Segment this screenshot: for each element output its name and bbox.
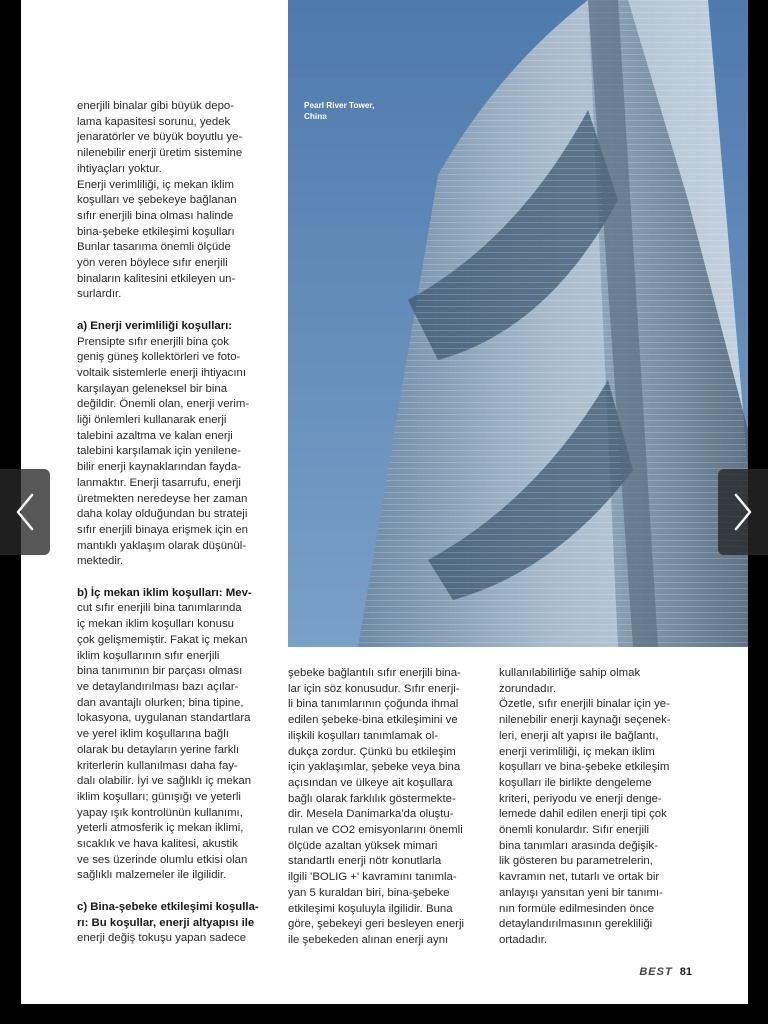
- page-number: 81: [679, 966, 692, 978]
- body-line: ilgili 'BOLIG +' kavramını tanımla-: [288, 871, 457, 884]
- caption-line: China: [304, 112, 327, 122]
- body-line: dir. Mesela Danimarka'da oluştu-: [288, 808, 454, 821]
- body-line: yeterli atmosferik iç mekan iklimi,: [77, 822, 244, 835]
- body-line: kriterlerin kullanılması daha fay-: [77, 759, 238, 772]
- body-line: binaların kalitesini etkileyen un-: [77, 272, 236, 285]
- body-line: açısından ve ülkeye ait koşullara: [288, 776, 453, 789]
- body-line: rulan ve CO2 emisyonlarını önemli: [288, 824, 463, 837]
- section-heading-c-cont: rı: Bu koşullar, enerji altyapısı ile: [77, 916, 255, 929]
- previous-page-button[interactable]: [0, 469, 50, 555]
- body-line: Bunlar tasarıma önemli ölçüde: [77, 241, 231, 254]
- body-line: jenaratörler ve büyük boyutlu ye-: [77, 131, 243, 144]
- body-line: enerji verimliliği, iç mekan iklim: [499, 745, 655, 758]
- body-line: Özetle, sıfır enerjili binalar için ye-: [499, 698, 670, 711]
- chevron-right-icon: [730, 491, 756, 533]
- body-line: sıfır enerjili binaya erişmek için en: [77, 523, 248, 536]
- paragraph-gap: [77, 303, 273, 319]
- body-line: yan 5 kuraldan biri, bina-şebeke: [288, 886, 450, 899]
- body-line: nın formüle edilmesinden önce: [499, 902, 655, 915]
- body-line: şebeke bağlantılı sıfır enerjili bina-: [288, 667, 461, 679]
- body-line: için yaklaşımlar, şebeke veya bina: [288, 761, 461, 774]
- chevron-left-icon: [12, 491, 38, 533]
- body-line: kavramın net, tutarlı ve ortak bir: [499, 871, 660, 884]
- body-line: ortadadır.: [499, 933, 548, 946]
- paragraph-gap: [77, 884, 273, 900]
- body-line: sıfır enerjili bina olması halinde: [77, 209, 234, 222]
- body-line: enerji değiş tokuşu yapan sadece: [77, 932, 247, 945]
- magazine-brand: BEST: [639, 966, 673, 978]
- section-heading-b: b) İç mekan iklim koşulları: Mev-: [77, 586, 252, 599]
- section-heading-a: a) Enerji verimliliği koşulları:: [77, 319, 233, 332]
- body-line: sıcaklık ve hava kalitesi, akustik: [77, 838, 238, 851]
- body-line: olarak bu detayların yerine farklı: [77, 743, 240, 756]
- caption-line: Pearl River Tower,: [304, 101, 375, 110]
- body-line: mektedir.: [77, 555, 124, 568]
- body-line: detaylandırılmasının gerekliliği: [499, 918, 653, 931]
- body-line: yön veren böylece sıfır enerjili: [77, 257, 228, 270]
- building-photo: [288, 0, 748, 647]
- body-line: ve detaylandırılması bazı açılar-: [77, 680, 239, 693]
- body-line: lama kapasitesi sorunu, yedek: [77, 115, 231, 128]
- magazine-page: [21, 0, 748, 1004]
- page-footer: [639, 966, 692, 978]
- body-line: karşılayan geleneksel bir bina: [77, 382, 228, 395]
- body-line: ihtiyaçları yoktur.: [77, 162, 162, 175]
- body-line: liği önlemleri kullanarak enerji: [77, 414, 227, 427]
- body-line: leri, enerji alt yapısı ile bağlantı,: [499, 729, 659, 742]
- pearl-river-tower-image: [288, 0, 748, 647]
- body-line: iklim koşulları; günışığı ve yeterli: [77, 790, 241, 803]
- body-line: koşulları ve bina-şebeke etkileşim: [499, 761, 670, 774]
- body-line: surlardır.: [77, 288, 122, 301]
- text-column-1: [77, 99, 273, 947]
- body-line: ve ses üzerinde olumlu etkisi olan: [77, 853, 248, 866]
- body-line: önemli konulardır. Sıfır enerjili: [499, 824, 650, 837]
- body-line: bina tanımının bir parçası olması: [77, 665, 243, 678]
- section-heading-c: c) Bina-şebeke etkileşimi koşulla-: [77, 900, 259, 913]
- body-line: lokasyona, uygulanan standartlara: [77, 712, 251, 725]
- body-line: cut sıfır enerjili bina tanımlarında: [77, 602, 242, 615]
- body-line: anlayışı yansıtan yeni bir tanımı-: [499, 886, 663, 899]
- body-line: li bina tanımlarının çoğunda ihmal: [288, 698, 459, 711]
- body-line: iç mekan iklim koşulları konusu: [77, 618, 234, 631]
- body-line: Prensipte sıfır enerjili bina çok: [77, 335, 229, 348]
- body-line: kullanılabilirliğe sahip olmak: [499, 667, 641, 679]
- body-line: lemede dahil edilen enerji tipi çok: [499, 808, 667, 821]
- body-line: daha kolay olduğundan bu strateji: [77, 508, 248, 521]
- body-line: üretmekten neredeyse her zaman: [77, 492, 248, 505]
- body-line: lar için söz konusudur. Sıfır enerji-: [288, 682, 460, 695]
- body-line: koşulları ve şebekeye bağlanan: [77, 194, 237, 207]
- body-line: dan avantajlı olurken; bina tipine,: [77, 696, 244, 709]
- body-line: ilişkili koşulları tanımlamak ol-: [288, 729, 439, 742]
- body-line: standartlı enerji nötr konutlarla: [288, 855, 442, 868]
- text-column-3: [499, 666, 699, 949]
- body-line: mantıklı yaklaşım olarak düşünül-: [77, 539, 247, 552]
- body-line: sağlıklı malzemeler ile ilgilidir.: [77, 869, 227, 882]
- body-line: nilenebilir enerji kaynağı seçenek-: [499, 714, 671, 727]
- body-line: talebini karşılamak için yenilene-: [77, 445, 241, 458]
- body-line: dukça zordur. Çünkü bu etkileşim: [288, 745, 456, 758]
- photo-caption: [304, 100, 374, 123]
- body-line: etkileşimi koşuluyla ilgilidir. Buna: [288, 902, 453, 915]
- body-line: değildir. Önemli olan, enerji verim-: [77, 398, 250, 411]
- body-line: bina-şebeke etkileşimi koşulları: [77, 225, 235, 238]
- body-line: geniş güneş kollektörleri ve foto-: [77, 351, 241, 364]
- body-line: kriteri, periyodu ve enerji denge-: [499, 792, 662, 805]
- body-line: dalı olabilir. İyi ve sağlıklı iç mekan: [77, 775, 252, 788]
- body-line: ve yerel iklim koşullarına bağlı: [77, 728, 229, 741]
- body-line: nilenebilir enerji üretim sistemine: [77, 147, 243, 160]
- body-line: bilir enerji kaynaklarından fayda-: [77, 461, 241, 474]
- body-line: zorundadır.: [499, 682, 556, 695]
- next-page-button[interactable]: [718, 469, 768, 555]
- body-line: enerjili binalar gibi büyük depo-: [77, 100, 235, 112]
- paragraph-gap: [77, 570, 273, 586]
- body-line: voltaik sistemlerle enerji ihtiyacını: [77, 366, 247, 379]
- body-line: koşulları ile birlikte dengeleme: [499, 776, 652, 789]
- body-line: iklim koşullarının sıfır enerjili: [77, 649, 220, 662]
- body-line: göre, şebekeyi geri besleyen enerji: [288, 918, 465, 931]
- body-line: lik gösteren bu parametrelerin,: [499, 855, 653, 868]
- body-line: ile şebekeden alınan enerji aynı: [288, 933, 449, 946]
- body-line: bağlı olarak farklılık göstermekte-: [288, 792, 456, 805]
- body-line: bina tanımları arasında değişik-: [499, 839, 658, 852]
- text-column-2: [288, 666, 485, 949]
- body-line: çok gelişmemiştir. Fakat iç mekan: [77, 633, 248, 646]
- body-line: edilen şebeke-bina etkileşimini ve: [288, 714, 458, 727]
- body-line: lanmaktır. Enerji tasarrufu, enerji: [77, 476, 241, 489]
- body-line: ölçüde azaltan yüksek mimari: [288, 839, 438, 852]
- body-line: yapay ışık kontrolünün kullanımı,: [77, 806, 243, 819]
- body-line: Enerji verimliliği, iç mekan iklim: [77, 178, 234, 191]
- body-line: talebini azaltma ve kalan enerji: [77, 429, 233, 442]
